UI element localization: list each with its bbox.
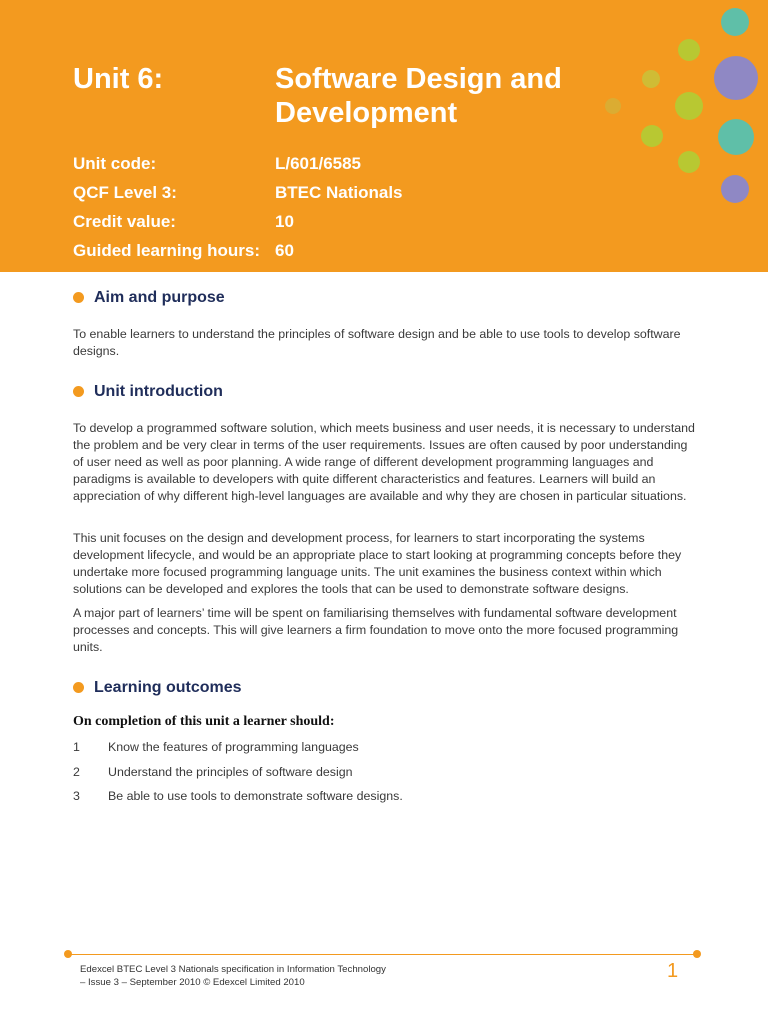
outcome-number: 2 (73, 765, 80, 779)
footer-rule (68, 954, 698, 955)
meta-value: 60 (275, 241, 294, 260)
unit-number: Unit 6: (73, 63, 164, 95)
meta-value: L/601/6585 (275, 154, 362, 173)
page-number: 1 (667, 960, 679, 982)
bullet-icon (73, 682, 84, 693)
meta-value: 10 (275, 212, 294, 231)
meta-value: BTEC Nationals (275, 183, 403, 202)
outcomes-intro: On completion of this unit a learner should: (73, 714, 335, 729)
footer-dot-icon (64, 950, 72, 958)
aim-heading (73, 289, 225, 307)
unit-title: Software Design and Development (275, 63, 562, 129)
footer-line-2: – Issue 3 – September 2010 © Edexcel Limited 2010 (80, 977, 305, 988)
meta-label: Unit code: (73, 154, 157, 173)
bullet-icon (73, 292, 84, 303)
intro-paragraph-2: This unit focuses on the design and development process, for learners to start incorporating the systems development lifecycle, and would be an appropriate place to start looking at programming concepts before they undertake more focused programming language units. The unit examines the business context within which solutions can be developed and explores the tools that can be used to demonstrate software designs. (73, 531, 682, 596)
decor-dot (678, 39, 700, 61)
unit-header (0, 0, 768, 272)
decor-dot (714, 56, 758, 100)
decor-dot (675, 92, 703, 120)
bullet-icon (73, 386, 84, 397)
meta-label: Credit value: (73, 212, 176, 231)
outcomes-heading-text: Learning outcomes (94, 679, 242, 696)
meta-label: Guided learning hours: (73, 241, 261, 260)
intro-paragraph-3: A major part of learners’ time will be spent on familiarising themselves with fundamental software development processes and concepts. This will give learners a firm foundation to move onto the more focused programming units. (73, 606, 679, 654)
aim-text: To enable learners to understand the principles of software design and be able to use tools to develop software designs. (73, 327, 681, 358)
decor-dot (721, 8, 749, 36)
footer-dot-icon (693, 950, 701, 958)
decor-dot (718, 119, 754, 155)
meta-label: QCF Level 3: (73, 183, 177, 202)
decor-dot (641, 125, 663, 147)
aim-heading-text: Aim and purpose (94, 289, 225, 306)
intro-heading (73, 383, 223, 401)
outcome-text: Know the features of programming languages (108, 740, 359, 754)
decor-dot (642, 70, 660, 88)
outcomes-heading (73, 679, 242, 697)
intro-heading-text: Unit introduction (94, 383, 223, 400)
footer-line-1: Edexcel BTEC Level 3 Nationals specification in Information Technology (80, 964, 386, 975)
footer-text (80, 963, 386, 989)
outcome-number: 3 (73, 789, 80, 803)
outcome-number: 1 (73, 740, 80, 754)
decor-dot (721, 175, 749, 203)
outcome-text: Understand the principles of software design (108, 765, 353, 779)
outcome-text: Be able to use tools to demonstrate software designs. (108, 789, 403, 803)
intro-paragraph-1: To develop a programmed software solution, which meets business and user needs, it is necessary to understand the problem and be very clear in terms of the user requirements. Issues are often caused by poor understanding of user need as well as poor planning. A wide range of different development programming languages and paradigms is available to developers with quite different characteristics and features. Learners will build an appreciation of why different high-level languages are available and why they are chosen in particular situations. (73, 421, 695, 503)
decor-dot (678, 151, 700, 173)
